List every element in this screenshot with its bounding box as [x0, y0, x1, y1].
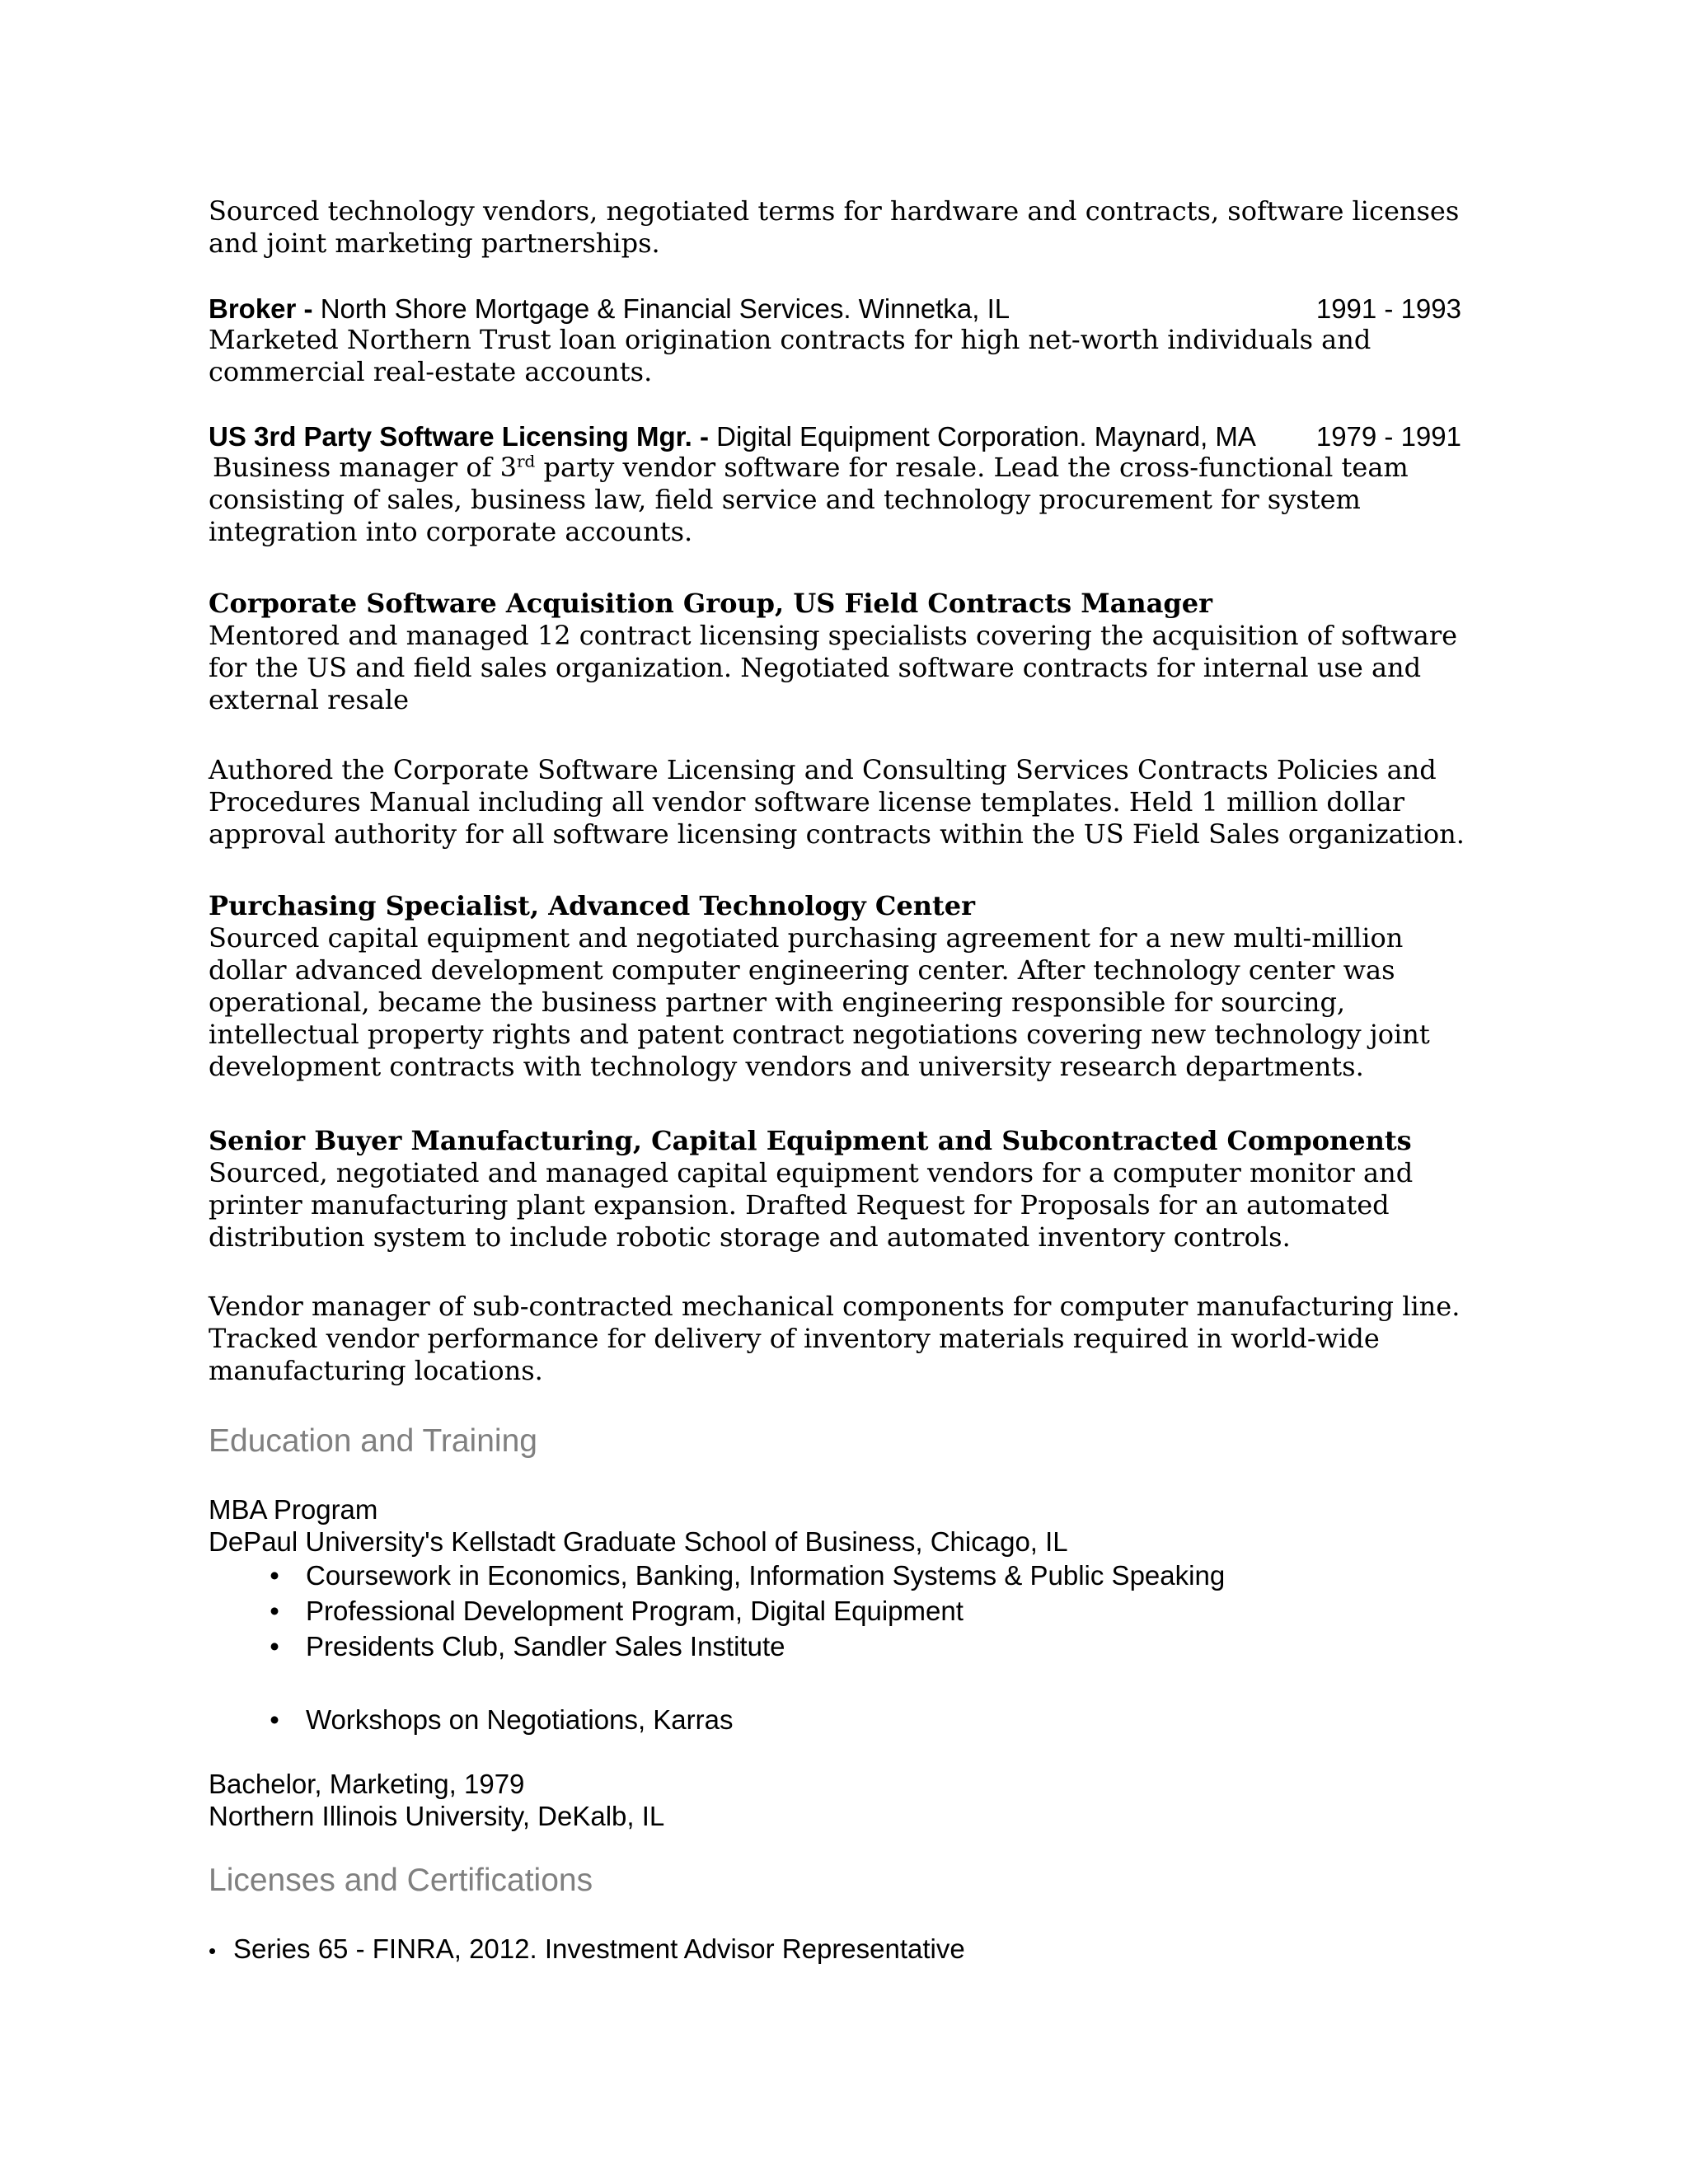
job-company: North Shore Mortgage & Financial Services. Winnetka, IL [320, 293, 1010, 324]
description-text: party vendor software for resale. Lead the cross-functional team consisting of sales, business law, field service and technology procurement for system integration into corporate accounts. [209, 452, 1409, 547]
education-program: MBA Program [209, 1494, 378, 1525]
bullet-text: Workshops on Negotiations, Karras [306, 1704, 734, 1735]
section-heading-licenses: Licenses and Certifications [209, 1863, 593, 1898]
role-paragraph: Sourced capital equipment and negotiated purchasing agreement for a new multi-million dollar advanced development computer engineering center. After technology center was operational, became the business partner with engineering responsible for sourcing, intellectual property rights and patent contract negotiations covering new technology joint development contracts with technology vendors and university research departments. [209, 922, 1430, 1082]
role-paragraph: Mentored and managed 12 contract licensing specialists covering the acquisition of software for the US and field sales organization. Negotiated software contracts for internal use and external resale [209, 620, 1458, 715]
job-header-dec [209, 420, 1461, 453]
bullet-icon: • [270, 1596, 279, 1626]
job-header-broker [209, 293, 1461, 326]
education-degree-school: Northern Illinois University, DeKalb, IL [209, 1801, 665, 1831]
education-degree: Bachelor, Marketing, 1979 [209, 1769, 525, 1799]
job-title-company [209, 293, 1010, 325]
job-company: Digital Equipment Corporation. Maynard, MA [716, 421, 1256, 452]
job-title: Broker - [209, 293, 321, 324]
description-text: Business manager of 3 [213, 452, 517, 483]
job-title: US 3rd Party Software Licensing Mgr. - [209, 421, 717, 452]
role-paragraph: Authored the Corporate Software Licensing and Consulting Services Contracts Policies and Procedures Manual including all vendor software license templates. Held 1 million dollar approval authority for all software licensing contracts within the US Field Sales organization. [209, 754, 1465, 850]
job-dates: 1991 - 1993 [1315, 293, 1461, 324]
intro-paragraph: Sourced technology vendors, negotiated terms for hardware and contracts, software licenses and joint marketing partnerships. [209, 195, 1460, 259]
job-dates: 1979 - 1991 [1315, 421, 1461, 452]
bullet-text: Coursework in Economics, Banking, Information Systems & Public Speaking [306, 1560, 1226, 1591]
bullet-text: Professional Development Program, Digital Equipment [306, 1596, 964, 1626]
role-paragraph: Sourced, negotiated and managed capital equipment vendors for a computer monitor and printer manufacturing plant expansion. Drafted Request for Proposals for an automated distribution system to include robotic storage and automated inventory controls. [209, 1157, 1414, 1253]
role-paragraph: Vendor manager of sub-contracted mechanical components for computer manufacturing line. Tracked vendor performance for delivery of inventory materials required in world-wide manufacturing locations. [209, 1291, 1461, 1386]
bullet-icon: • [270, 1631, 279, 1661]
section-heading-education: Education and Training [209, 1423, 537, 1459]
license-text: Series 65 - FINRA, 2012. Investment Advisor Representative [233, 1933, 965, 1964]
bullet-icon: • [270, 1560, 279, 1591]
role-title: Corporate Software Acquisition Group, US Field Contracts Manager [209, 588, 1213, 619]
license-item [209, 1933, 965, 1967]
job-description [209, 452, 1478, 548]
role-title: Purchasing Specialist, Advanced Technology Center [209, 890, 975, 921]
superscript: rd [516, 451, 536, 471]
bullet-icon: • [270, 1704, 279, 1735]
job-description: Marketed Northern Trust loan origination contracts for high net-worth individuals and commercial real-estate accounts. [209, 324, 1372, 387]
role-title: Senior Buyer Manufacturing, Capital Equipment and Subcontracted Components [209, 1125, 1412, 1156]
bullet-text: Presidents Club, Sandler Sales Institute [306, 1631, 785, 1661]
bullet-icon: • [209, 1938, 217, 1963]
education-school: DePaul University's Kellstadt Graduate School of Business, Chicago, IL [209, 1526, 1068, 1557]
job-title-company [209, 420, 1256, 452]
